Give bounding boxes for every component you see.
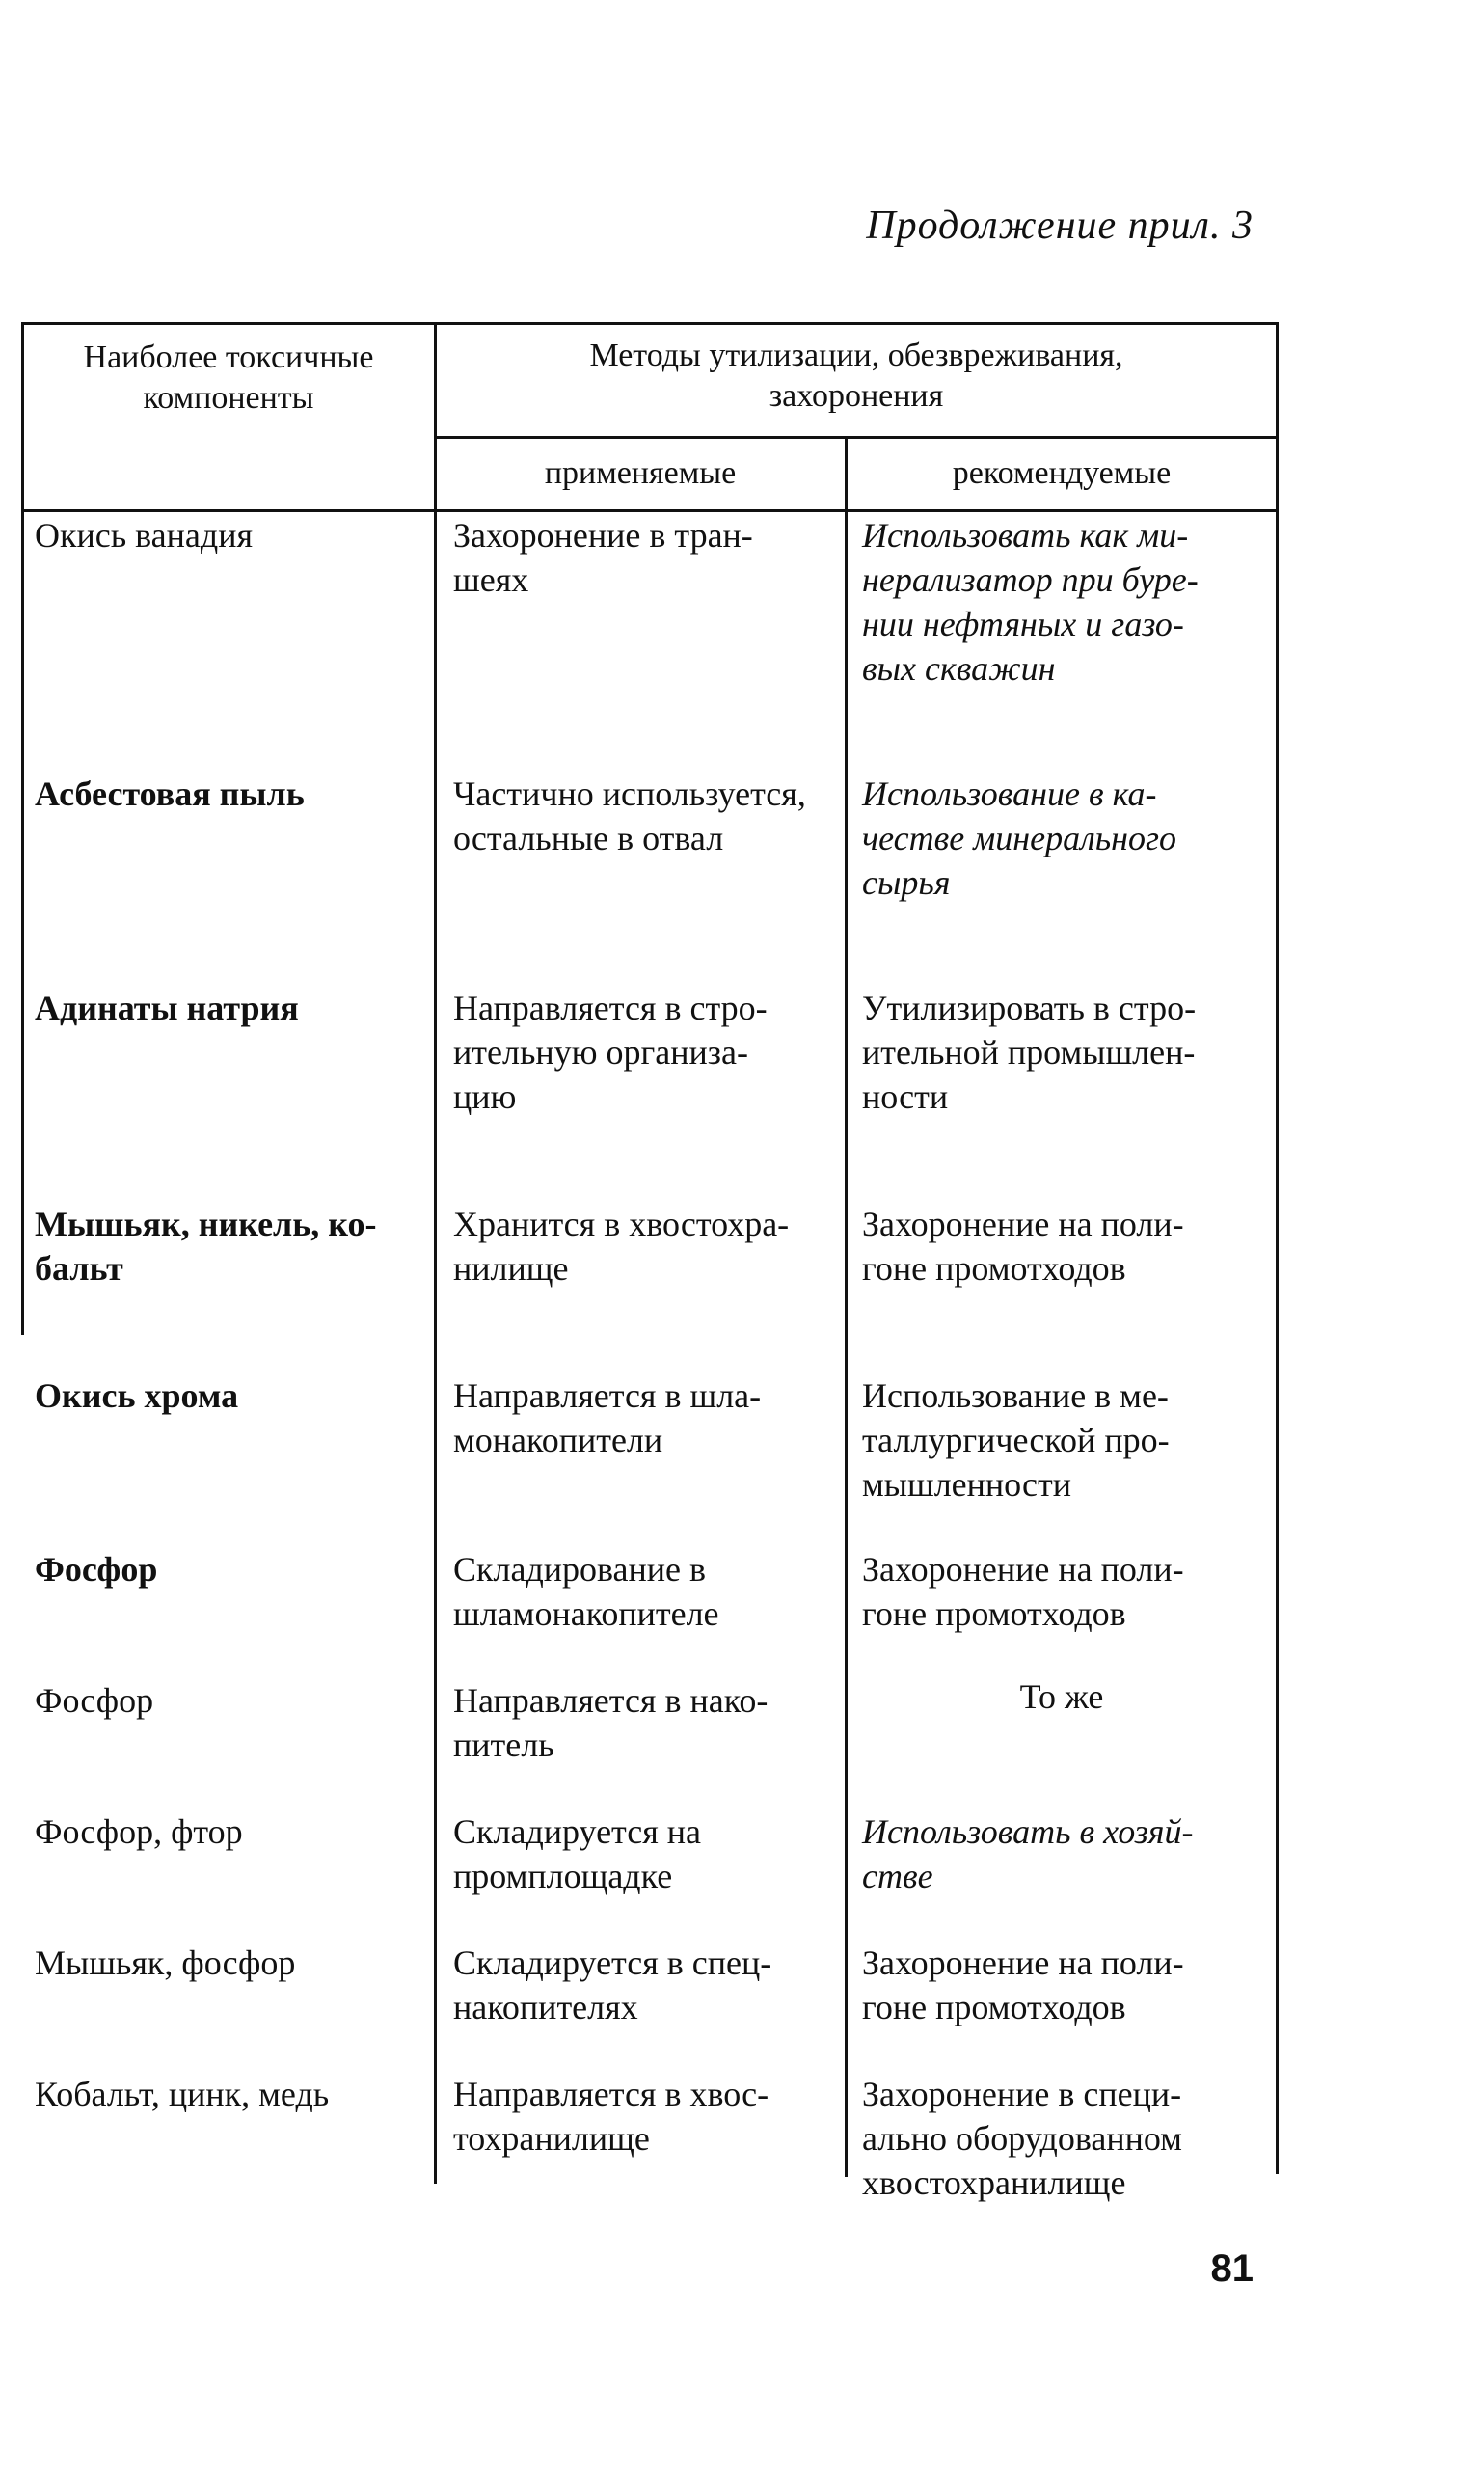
applied-cell: Складирование в шламонакопителе: [453, 1550, 719, 1633]
header-methods-group: Методы утилизации, обезвреживания, захоронения: [589, 338, 1123, 414]
recommended-cell: Использование в ме- таллургической про- мышленности: [862, 1376, 1170, 1504]
recommended-cell: Захоронение в специ- ально оборудованном хвостохранилище: [862, 2075, 1182, 2202]
applied-cell: Хранится в хвостохра- нилище: [453, 1205, 790, 1288]
component-cell: Фосфор: [35, 1681, 154, 1720]
applied-cell: Частично используется, остальные в отвал: [453, 775, 806, 857]
component-cell: Мышьяк, никель, ко- бальт: [35, 1205, 377, 1288]
component-cell: Окись ванадия: [35, 516, 254, 555]
applied-cell: Направляется в стро- ительную организа- цию: [453, 989, 768, 1116]
component-cell: Фосфор, фтор: [35, 1812, 243, 1851]
recommended-cell: Захоронение на поли- гоне промотходов: [862, 1550, 1184, 1633]
table-right-border: [1276, 322, 1279, 2174]
recommended-cell: Захоронение на поли- гоне промотходов: [862, 1944, 1184, 2026]
component-cell: Адинаты натрия: [35, 989, 299, 1027]
recommended-cell: Захоронение на поли- гоне промотходов: [862, 1205, 1184, 1288]
continuation-label: Продолжение прил. 3: [866, 204, 1254, 248]
subheader-divider: [434, 436, 1279, 439]
recommended-cell: То же: [1019, 1677, 1104, 1716]
column-divider-2: [845, 436, 848, 2177]
component-cell: Окись хрома: [35, 1376, 239, 1415]
component-cell: Мышьяк, фосфор: [35, 1944, 296, 1982]
table-top-border: [21, 322, 1279, 325]
applied-cell: Направляется в хвос- тохранилище: [453, 2075, 769, 2158]
applied-cell: Складируется в спец- накопителях: [453, 1944, 772, 2026]
header-toxic-components: Наиболее токсичные компоненты: [83, 340, 374, 416]
recommended-cell: Утилизировать в стро- ительной промышлен- ности: [862, 989, 1197, 1116]
header-bottom-border: [21, 509, 1279, 512]
component-cell: Кобальт, цинк, медь: [35, 2075, 330, 2113]
recommended-cell: Использовать как ми- нерализатор при буре- нии нефтяных и газо- вых скважин: [862, 516, 1199, 688]
applied-cell: Захоронение в тран- шеях: [453, 516, 753, 599]
page-number: 81: [1210, 2247, 1254, 2290]
header-recommended: рекомендуемые: [952, 455, 1172, 491]
table-left-border: [21, 322, 24, 1335]
header-applied: применяемые: [544, 455, 737, 491]
applied-cell: Направляется в нако- питель: [453, 1681, 769, 1764]
applied-cell: Складируется на промплощадке: [453, 1812, 702, 1895]
applied-cell: Направляется в шла- монакопители: [453, 1376, 762, 1459]
recommended-cell: Использование в ка- честве минерального сырья: [862, 775, 1177, 902]
component-cell: Фосфор: [35, 1550, 158, 1589]
component-cell: Асбестовая пыль: [35, 775, 305, 813]
recommended-cell: Использовать в хозяй- стве: [862, 1812, 1194, 1895]
column-divider-1: [434, 322, 437, 2184]
